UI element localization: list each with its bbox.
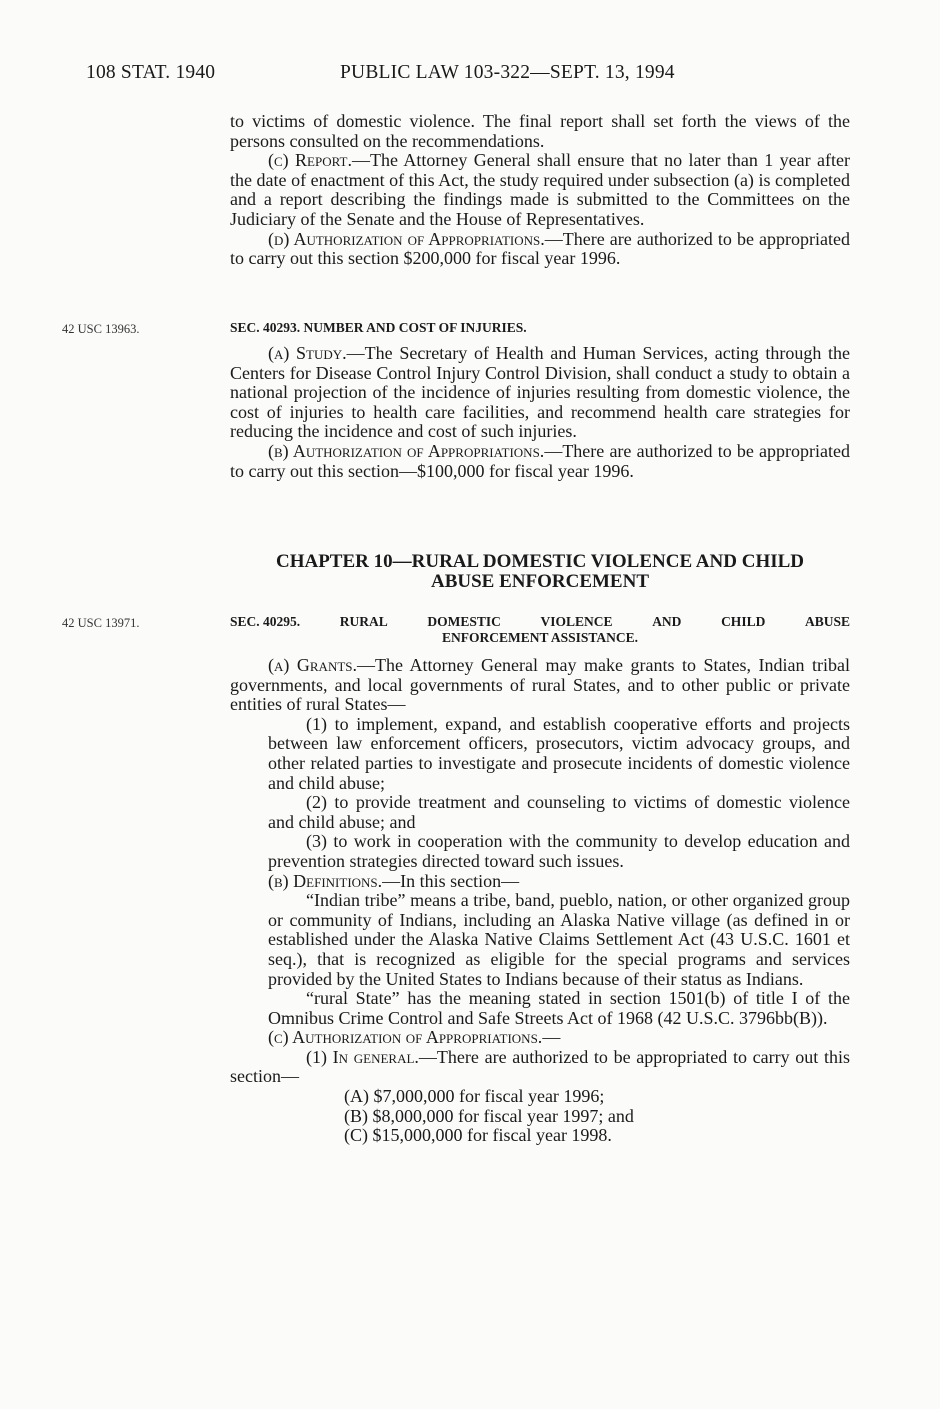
paragraph-b-definitions (230, 872, 850, 892)
section-heading-continued: ENFORCEMENT ASSISTANCE. (441, 630, 639, 645)
heading-word: DOMESTIC (427, 614, 501, 629)
paragraph-c-authorization (230, 1028, 850, 1048)
paragraph-a3: (3) to work in cooperation with the community to develop education and prevention strategies directed toward such issues. (268, 831, 850, 871)
appropriation-1996: (A) $7,000,000 for fiscal year 1996; (344, 1086, 605, 1107)
continued-section-text (230, 112, 850, 269)
usc-margin-note: 42 USC 13963. (62, 322, 140, 336)
subsection-text: —In this section— (382, 870, 520, 891)
subsection-text: — (542, 1027, 561, 1048)
section-heading: SEC. 40293. NUMBER AND COST OF INJURIES. (230, 320, 527, 335)
subsection-label: (b) Authorization of Appropriations. (268, 440, 545, 461)
subsection-label: (c) Report. (268, 150, 352, 171)
subsection-label: (d) Authorization of Appropriations. (268, 228, 545, 249)
subsection-text: —The Attorney General may make grants to States, Indian tribal governments, and local governments of rural States, and to other public or private entities of rural States— (230, 655, 850, 715)
heading-word: SEC. 40295. (230, 614, 301, 629)
paragraph-b-authorization (230, 442, 850, 481)
subsection-text: —There are authorized to be appropriated to carry out this section— (230, 1046, 851, 1087)
public-law-header: PUBLIC LAW 103-322—SEPT. 13, 1994 (340, 62, 675, 83)
paragraph: to victims of domestic violence. The final report shall set forth the views of the persons consulted on the recommendations. (230, 111, 850, 151)
chapter-heading (230, 552, 850, 592)
subsection-label: (a) Grants. (268, 655, 358, 675)
definition-indian-tribe: “Indian tribe” means a tribe, band, pueblo, nation, or other organized group or community of Indians, including an Alaska Native village (as defined in or established under the Alaska Native Claims Settlement Act (43 U.S.C. 1601 et seq.), that is recognized as eligible for the special programs and services provided by the United States to Indians because of their status as Indians. (268, 890, 850, 989)
heading-word: AND (652, 614, 682, 629)
definition-rural-state: “rural State” has the meaning stated in section 1501(b) of title I of the Omnibus Crime Control and Safe Streets Act of 1968 (42 U.S.C. 3796bb(B)). (268, 988, 850, 1028)
paragraph-c1-general (230, 1048, 850, 1087)
section-40293 (230, 320, 850, 481)
subsection-label: (1) In general. (306, 1046, 419, 1067)
chapter-heading-line-2: ABUSE ENFORCEMENT (431, 571, 649, 592)
subsection-label: (b) Definitions. (268, 870, 383, 891)
heading-word: RURAL (339, 614, 388, 629)
section-heading (230, 614, 850, 630)
appropriation-1997: (B) $8,000,000 for fiscal year 1997; and (344, 1105, 634, 1126)
section-40295 (230, 614, 850, 1146)
paragraph-d-authorization (230, 230, 850, 269)
subsection-text: —The Attorney General shall ensure that no later than 1 year after the date of enactment of this Act, the study required under subsection (a) is completed and a report describing the findings made is submitted to the Committees on the Judiciary of the Senate and the House of Representatives. (230, 150, 851, 229)
subsection-text: —There are authorized to be appropriated to carry out this section—$100,000 for fiscal year 1996. (230, 440, 850, 481)
paragraph-a1: (1) to implement, expand, and establish cooperative efforts and projects between law enforcement officers, prosecutors, victim advocacy groups, and other related parties to investigate and prosecute incidents of domestic violence and child abuse; (268, 713, 850, 793)
heading-word: VIOLENCE (540, 614, 613, 629)
paragraph-a2: (2) to provide treatment and counseling to victims of domestic violence and child abuse; and (268, 792, 850, 832)
usc-margin-note: 42 USC 13971. (62, 616, 140, 630)
stat-page-number: 108 STAT. 1940 (86, 62, 216, 83)
paragraph-a-grants (230, 656, 850, 715)
heading-word: CHILD (721, 614, 766, 629)
subsection-text: —The Secretary of Health and Human Services, acting through the Centers for Disease Control Injury Control Division, shall conduct a study to obtain a national projection of the incidence of injuries resulting from domestic violence, the cost of injuries to health care facilities, and recommend health care strategies for reducing the incidence and cost of such injuries. (230, 343, 851, 442)
subsection-label: (a) Study. (268, 343, 347, 363)
heading-word: ABUSE (804, 614, 850, 629)
paragraph-a-study (230, 344, 850, 442)
chapter-heading-line-1: CHAPTER 10—RURAL DOMESTIC VIOLENCE AND CHILD (275, 551, 805, 572)
paragraph-c-report (230, 151, 850, 229)
subsection-label: (c) Authorization of Appropriations. (268, 1027, 543, 1048)
appropriation-1998: (C) $15,000,000 for fiscal year 1998. (344, 1125, 612, 1146)
subsection-text: —There are authorized to be appropriated to carry out this section $200,000 for fiscal year 1996. (230, 228, 850, 269)
